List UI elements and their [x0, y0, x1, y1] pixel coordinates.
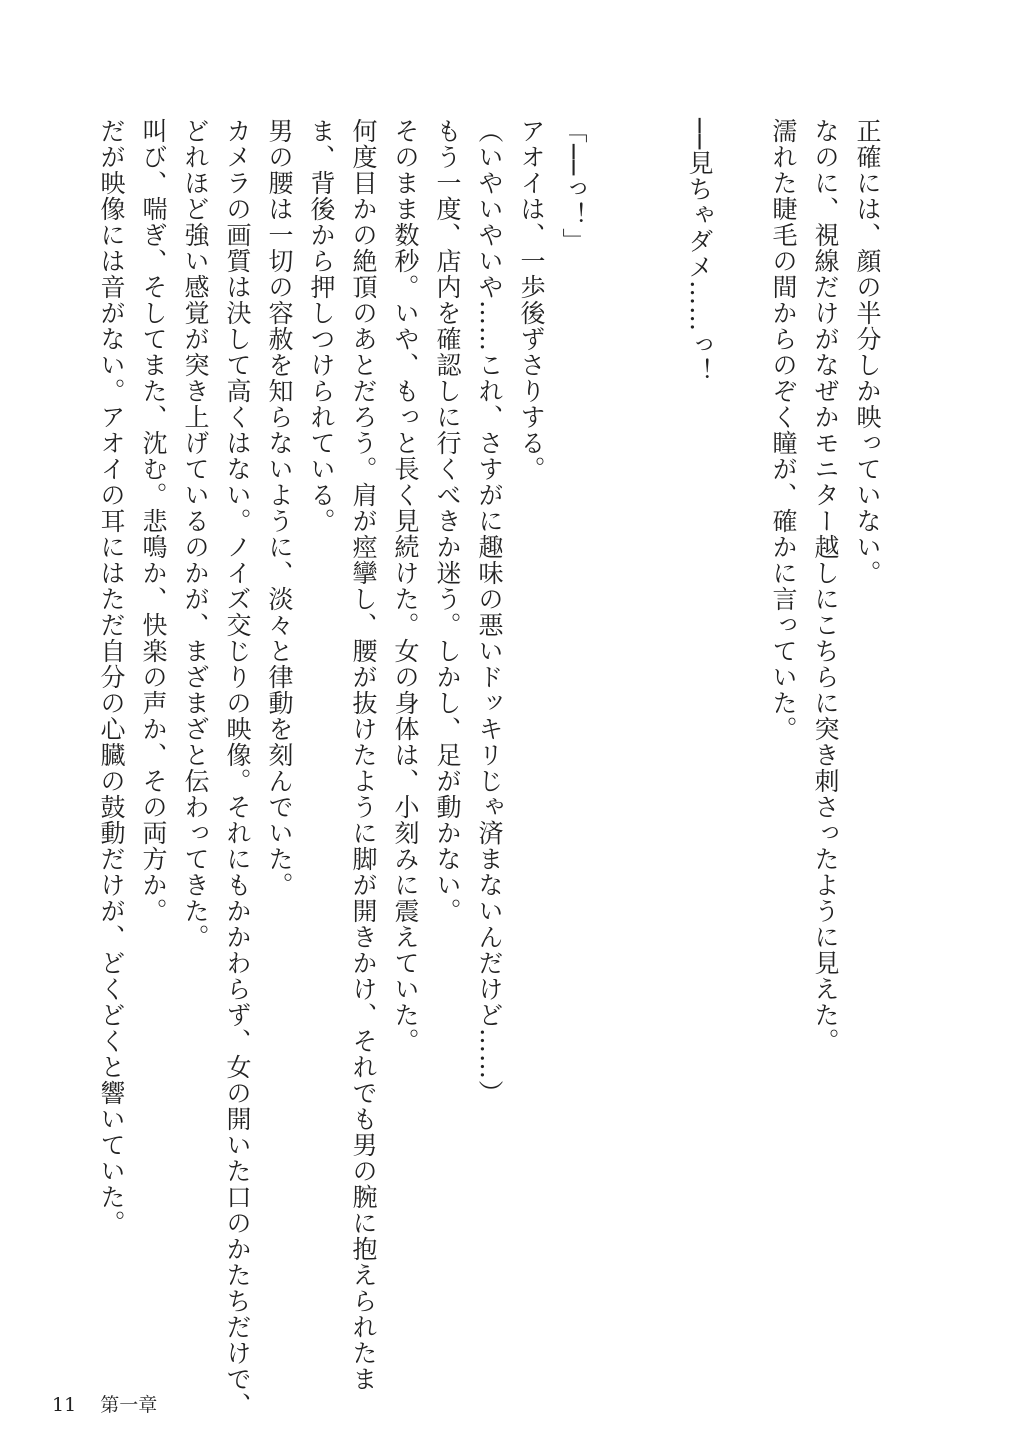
text-line: 男の腰は一切の容赦を知らないように、淡々と律動を刻んでいた。 [265, 118, 294, 898]
text-line: ま、背後から押しつけられている。 [307, 118, 336, 534]
text-line: もう一度、店内を確認しに行くべきか迷う。しかし、足が動かない。 [433, 118, 462, 924]
text-line: ──見ちゃダメ……っ！ [685, 118, 714, 385]
text-line: （いやいやいや……これ、さすがに趣味の悪いドッキリじゃ済まないんだけど……） [475, 118, 504, 1106]
text-line: 正確には、顔の半分しか映っていない。 [853, 118, 882, 586]
blank-line [720, 118, 762, 1368]
page-footer [52, 1390, 181, 1417]
text-line: なのに、視線だけがなぜかモニター越しにこちらに突き刺さったように見えた。 [811, 118, 840, 1054]
text-line: どれほど強い感覚が突き上げているのかが、まざまざと伝わってきた。 [181, 118, 210, 950]
text-line: 何度目かの絶頂のあとだろう。肩が痙攣し、腰が抜けたように脚が開きかけ、それでも男の腕に抱えられたま [349, 118, 378, 1392]
text-line: だが映像には音がない。アオイの耳にはただ自分の心臓の鼓動だけが、どくどくと響いていた。 [97, 118, 126, 1236]
blank-line [636, 118, 678, 1368]
text-line: カメラの画質は決して高くはない。ノイズ交じりの映像。それにもかかわらず、女の開いた口のかたちだけで、 [223, 118, 252, 1418]
text-line: 叫び、喘ぎ、そしてまた、沈む。悲鳴か、快楽の声か、その両方か。 [139, 118, 168, 924]
blank-line [594, 118, 636, 1368]
text-line: そのまま数秒。いや、もっと長く見続けた。女の身体は、小刻みに震えていた。 [391, 118, 420, 1054]
text-line: 濡れた睫毛の間からのぞく瞳が、確かに言っていた。 [769, 118, 798, 742]
chapter-title: 第一章 [100, 1394, 158, 1416]
page-number: 11 [52, 1394, 77, 1416]
text-line: 「──っ！」 [559, 118, 588, 255]
text-line: アオイは、一歩後ずさりする。 [517, 118, 546, 482]
